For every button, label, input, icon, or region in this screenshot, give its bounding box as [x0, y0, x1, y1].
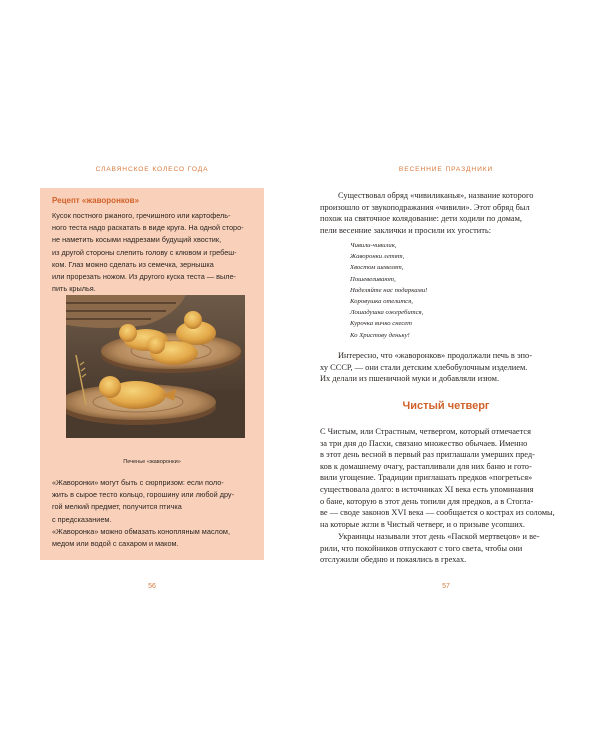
thursday-line: о бане, которую в этот день топили для предков, а в Стогла-: [320, 496, 534, 506]
thursday-line: С Чистым, или Страстным, четвергом, который отмечается: [320, 427, 531, 436]
page-number-left: 56: [148, 583, 156, 590]
recipe-text: [52, 210, 256, 295]
thursday-line: существовала долго: в источниках XI века есть упоминания: [320, 484, 534, 494]
middle-paragraph: [320, 350, 572, 385]
thursday-line: в этот день весной в первый раз приглашали умерших пред-: [320, 450, 535, 460]
recipe-line: пить крылья.: [52, 284, 96, 294]
middle-line: Интересно, что «жаворонков» продолжали печь в эпо-: [338, 351, 533, 360]
poem-line: Жаворонки летят,: [350, 253, 405, 261]
intro-line: пели весенние заклички и просили их угостить:: [320, 225, 492, 235]
photo-caption: Печенье «жаворонки»: [123, 459, 181, 465]
intro-line: похож на святочное колядование: дети ходили по домам,: [320, 214, 523, 224]
note-line: с предсказанием.: [52, 514, 112, 524]
note-line: медом или водой с сахаром и маком.: [52, 539, 179, 549]
ukraine-paragraph: [320, 531, 572, 566]
thursday-line: на которые жгли в Чистый четверг, и о призыве усопших.: [320, 519, 525, 529]
recipe-line: или прорезать ножом. Из другого куска теста — выле-: [52, 272, 236, 282]
ukraine-line: Украинцы называли этот день «Паской мертвецов» и ве-: [338, 532, 540, 541]
middle-line: ху СССР, — они стали детским хлебобулочным изделием.: [320, 362, 528, 372]
recipe-note: [52, 477, 258, 550]
intro-line: Существовал обряд «чивиликанья», название которого: [338, 191, 534, 200]
recipe-line: ком. Глаз можно сделать из семечка, зернышка: [52, 259, 214, 269]
thursday-line: за три дня до Пасхи, связано множество обычаев. Именно: [320, 438, 528, 448]
recipe-box: [40, 188, 264, 560]
poem-line: Хвостом шевелят,: [350, 264, 404, 272]
thursday-line: вили угощение. Традиции приглашать предков «погреться»: [320, 473, 533, 483]
ukraine-line: отслужили обедню и покаялись в грехах.: [320, 555, 467, 565]
running-header-left: СЛАВЯНСКОЕ КОЛЕСО ГОДА: [95, 166, 209, 173]
recipe-line: не наметить косыми надрезами будущий хвостик,: [52, 235, 222, 245]
recipe-line: из другой стороны слепить голову с клювом и гребеш-: [52, 247, 237, 257]
note-line: «Жаворонки» могут быть с сюрпризом: если поло-: [52, 478, 224, 487]
poem-line: Чивили-чивилик,: [350, 242, 397, 249]
thursday-line: ков к домашнему очагу, растапливали для них баню и гото-: [320, 461, 532, 471]
thursday-paragraph: [320, 426, 572, 530]
poem-line: Ко Христову деньку!: [350, 331, 410, 339]
thursday-line: ве — своде законов XVI века — сообщается о кострах из соломы,: [320, 508, 555, 518]
intro-line: произошло от звукоподражания «чивили». Этот обряд был: [320, 202, 530, 212]
running-header-right: ВЕСЕННИЕ ПРАЗДНИКИ: [398, 166, 494, 173]
recipe-line: Кусок постного ржаного, гречишного или картофель-: [52, 211, 231, 220]
recipe-line: ного теста надо раскатать в виде круга. На одной сторо-: [52, 223, 244, 233]
poem-line: Лошадушка ожеребится,: [350, 309, 424, 317]
poem-line: Коровушка отелится,: [350, 298, 413, 306]
poem-line: Курочка яичко снесет: [350, 320, 413, 328]
note-line: «Жаворонка» можно обмазать конопляным маслом,: [52, 526, 230, 536]
page-number-right: 57: [442, 583, 450, 590]
poem-line: Наделяйте нас подарками!: [350, 286, 428, 294]
note-line: гой мелкий предмет, получится птичка: [52, 502, 182, 512]
section-title: Чистый четверг: [402, 400, 490, 412]
middle-line: Их делали из пшеничной муки и добавляли изюм.: [320, 374, 500, 384]
poem-zaklichka: [350, 240, 427, 341]
lark-buns-photo: [66, 295, 245, 438]
intro-paragraph: [320, 190, 572, 236]
poem-line: Пошевеливают,: [350, 275, 396, 283]
ukraine-line: рили, что покойников отпускают с того света, чтобы они: [320, 543, 523, 553]
lark-buns-illustration: [66, 295, 245, 438]
note-line: жить в сырое тесто кольцо, горошину или любой дру-: [52, 490, 235, 500]
recipe-title: Рецепт «жаворонков»: [52, 196, 140, 205]
